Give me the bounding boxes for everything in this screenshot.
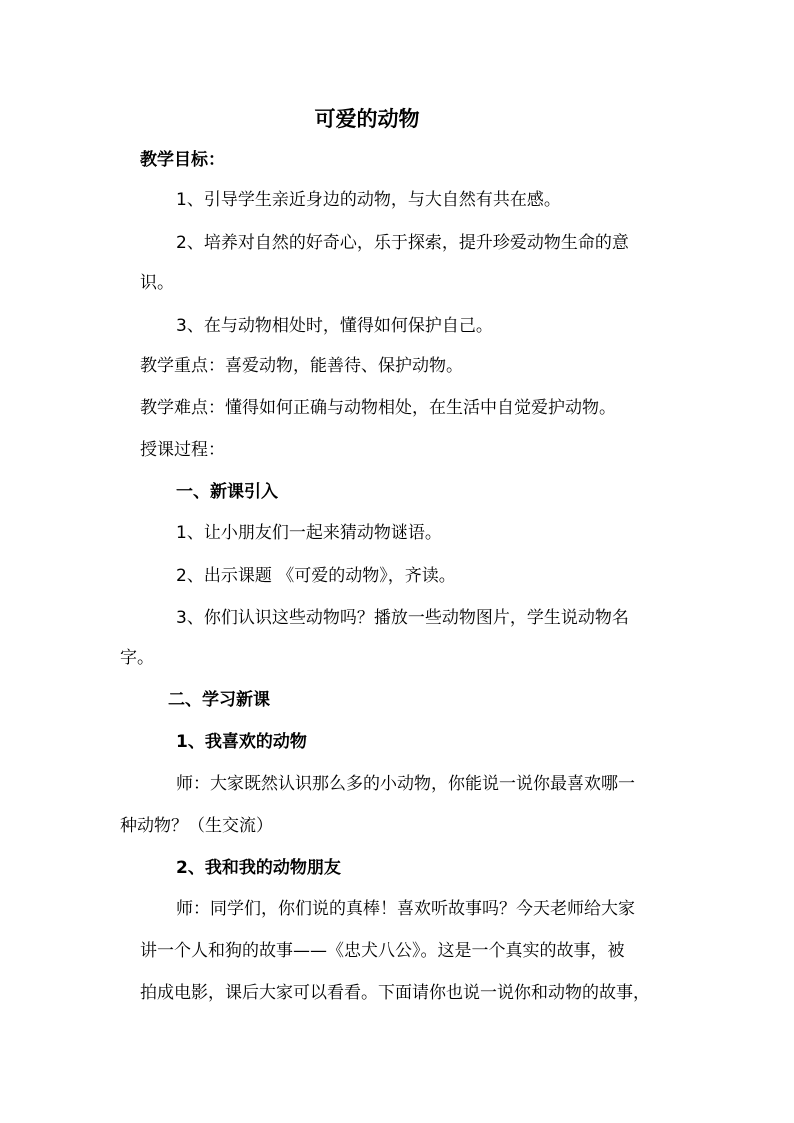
section-1-heading: 一、新课引入 bbox=[176, 482, 278, 502]
objective-1: 1、引导学生亲近身边的动物，与大自然有共在感。 bbox=[176, 190, 561, 210]
objective-3: 3、在与动物相处时，懂得如何保护自己。 bbox=[176, 316, 493, 336]
key-point: 教学重点：喜爱动物，能善待、保护动物。 bbox=[140, 356, 463, 376]
subsection-1-paragraph-line-2: 种动物？（生交流） bbox=[120, 816, 273, 836]
objective-2-line-2: 识。 bbox=[140, 273, 174, 293]
section-1-item-3-line-2: 字。 bbox=[120, 648, 154, 668]
objective-2-line-1: 2、培养对自然的好奇心，乐于探索，提升珍爱动物生命的意 bbox=[176, 233, 629, 253]
process-heading: 授课过程： bbox=[140, 440, 225, 460]
subsection-2-paragraph-line-2: 讲一个人和狗的故事——《忠犬八公》。这是一个真实的故事，被 bbox=[140, 941, 625, 961]
subsection-2-paragraph-line-3: 拍成电影，课后大家可以看看。下面请你也说一说你和动物的故事， bbox=[140, 983, 650, 1003]
section-1-item-2: 2、出示课题 《可爱的动物》，齐读。 bbox=[176, 566, 456, 586]
subsection-1-paragraph-line-1: 师：大家既然认识那么多的小动物，你能说一说你最喜欢哪一 bbox=[176, 774, 635, 794]
subsection-1-heading: 1、我喜欢的动物 bbox=[176, 732, 307, 752]
section-1-item-3-line-1: 3、你们认识这些动物吗？播放一些动物图片，学生说动物名 bbox=[176, 608, 629, 628]
section-1-item-1: 1、让小朋友们一起来猜动物谜语。 bbox=[176, 523, 442, 543]
difficulty: 教学难点：懂得如何正确与动物相处，在生活中自觉爱护动物。 bbox=[140, 398, 616, 418]
document-title: 可爱的动物 bbox=[314, 107, 420, 131]
subsection-2-paragraph-line-1: 师：同学们，你们说的真棒！喜欢听故事吗？今天老师给大家 bbox=[176, 899, 635, 919]
section-2-heading: 二、学习新课 bbox=[168, 690, 270, 710]
objectives-heading: 教学目标： bbox=[140, 150, 225, 170]
subsection-2-heading: 2、我和我的动物朋友 bbox=[176, 858, 341, 878]
